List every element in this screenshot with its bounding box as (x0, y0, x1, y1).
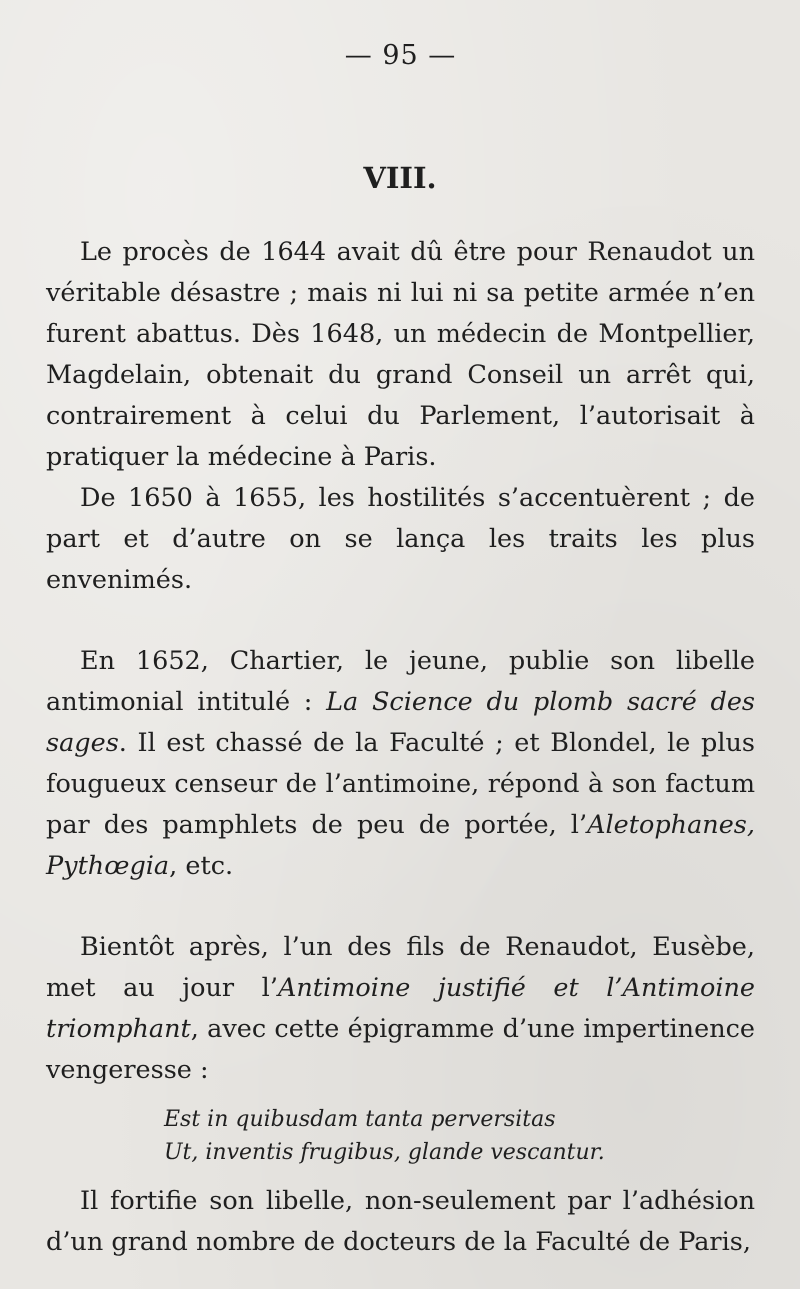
paragraph-1: Le procès de 1644 avait dû être pour Renaudot un véritable désastre ; mais ni lui ni sa petite armée n’en furent abattus. Dès 1648, un médecin de Montpellier, Magdelain, obtenait du grand Conseil un arrêt qui, contrairement à celui du Parlement, l’autorisait à pratiquer la médecine à Paris. (46, 237, 755, 472)
paragraph-3-text-e: , etc. (169, 851, 234, 881)
paragraph-2: De 1650 à 1655, les hostilités s’accentuèrent ; de part et d’autre on se lança les traits les plus envenimés. (46, 483, 755, 595)
paragraph-3 (46, 641, 755, 887)
body-text (46, 232, 755, 1263)
epigram-line-1: Est in quibusdam tanta perversitas (164, 1107, 556, 1132)
book-title-antimoine: Antimoine justifié et l’Antimoine triomphant (46, 973, 755, 1044)
paragraph-4 (46, 927, 755, 1091)
paragraph-4-text-c: , avec cette épigramme d’une impertinence vengeresse : (46, 1014, 755, 1085)
paragraph-3-text-a: En 1652, Chartier, le jeune, publie son libelle antimonial intitulé : (46, 646, 755, 717)
latin-epigram (164, 1103, 755, 1169)
paragraph-5: Il fortifie son libelle, non-seulement par l’adhésion d’un grand nombre de docteurs de la Faculté de Paris, (46, 1186, 755, 1257)
paragraph-4-text-a: Bientôt après, l’un des fils de Renaudot, Eusèbe, met au jour l’ (46, 932, 755, 1003)
book-title-aletophanes: Aletophanes, Pythœgia (46, 810, 755, 881)
epigram-line-2: Ut, inventis frugibus, glande vescantur. (164, 1140, 605, 1165)
paragraph-3-text-c: . Il est chassé de la Faculté ; et Blondel, le plus fougueux censeur de l’antimoine, répond à son factum par des pamphlets de peu de portée, l’ (46, 728, 755, 840)
book-title-science-du-plomb: La Science du plomb sacré des sages (46, 687, 755, 758)
section-heading: VIII. (363, 161, 437, 195)
page-number: — 95 — (344, 40, 457, 71)
